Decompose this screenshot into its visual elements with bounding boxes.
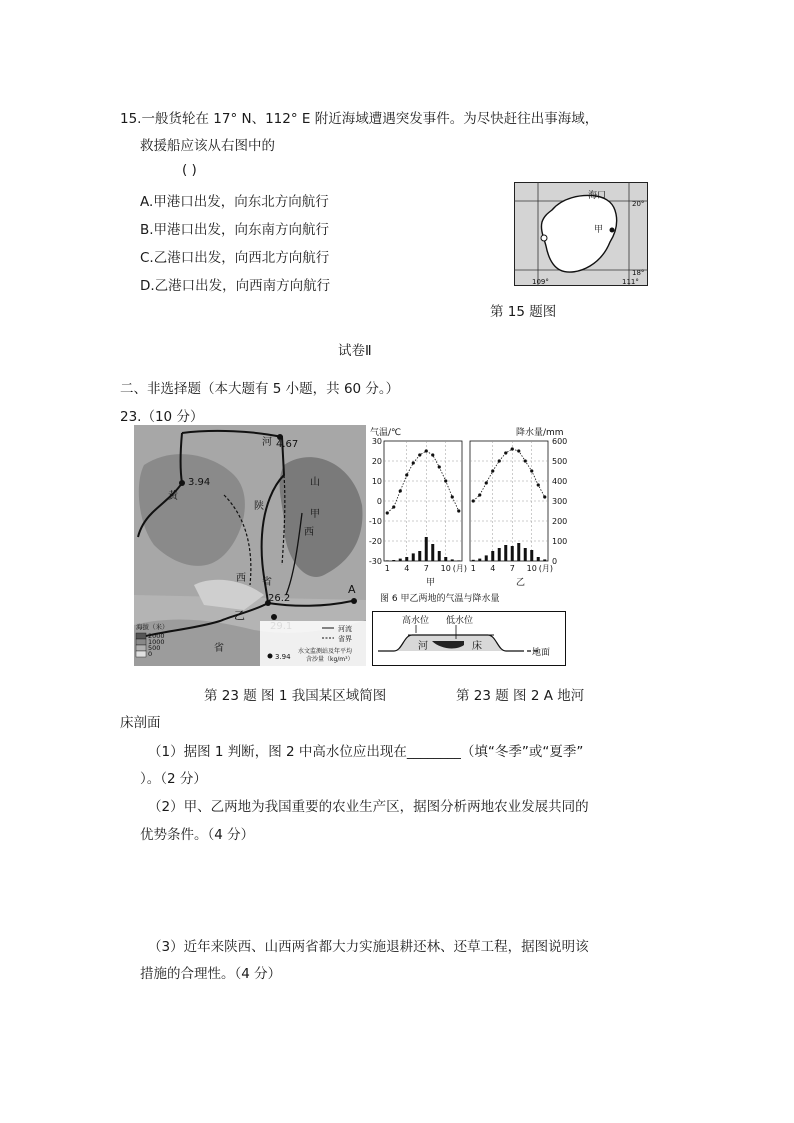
month-tick-label: 1 [470, 564, 476, 573]
month-tick-label: 4 [404, 564, 410, 573]
xi-label-1: 西 [236, 573, 246, 584]
precip-tick-label: 300 [552, 497, 568, 506]
q23-figure2-caption-cont: 床剖面 [120, 715, 161, 731]
q23-figure1-caption: 第 23 题 图 1 我国某区域简图 [204, 688, 387, 704]
jia-port-label: 甲 [594, 225, 604, 235]
month-tick-label: 4 [490, 564, 496, 573]
precip-bar [485, 555, 488, 561]
precip-bar [386, 560, 389, 561]
precip-bar [457, 560, 460, 561]
station-value-1: 3.94 [188, 477, 211, 488]
temperature-point [472, 499, 475, 502]
precip-bar [399, 559, 402, 561]
temperature-point [425, 449, 428, 452]
precip-bar [478, 559, 481, 561]
temperature-point [504, 451, 507, 454]
profile-he-label: 河 [418, 641, 428, 652]
q23-climate-charts [366, 425, 584, 610]
q23-figure2-caption: 第 23 题 图 2 A 地河 [456, 688, 585, 704]
climate-caption: 图 6 甲乙两地的气温与降水量 [380, 594, 500, 604]
temperature-point [418, 453, 421, 456]
q23-riverbed-profile [372, 611, 566, 666]
precip-bar [392, 560, 395, 561]
lon-111-label: 111° [622, 278, 639, 286]
temperature-point [524, 459, 527, 462]
month-tick-label: 1 [384, 564, 390, 573]
legend-elev-2000: 2000 [148, 632, 165, 640]
haikou-label: 海口 [588, 191, 607, 201]
precip-bar [491, 551, 494, 561]
precip-bar [451, 559, 454, 561]
temperature-point [444, 479, 447, 482]
temperature-point [478, 493, 481, 496]
y-left-title: 气温/℃ [370, 428, 402, 438]
q15-figure-caption: 第 15 题图 [490, 304, 557, 320]
temperature-line [387, 451, 459, 513]
y-right-title: 降水量/mm [516, 428, 564, 438]
legend-station-value: 3.94 [275, 653, 291, 661]
temp-tick-label: 10 [371, 477, 382, 486]
legend-elev-0: 0 [148, 650, 153, 658]
precip-bar [412, 553, 415, 561]
temperature-point [438, 465, 441, 468]
month-tick-label: 7 [509, 564, 515, 573]
month-unit-label: (月) [538, 564, 553, 573]
temperature-point [530, 469, 533, 472]
q15-answer-bracket: ( ) [182, 162, 197, 178]
precip-bar [530, 550, 533, 561]
precip-bar [425, 537, 428, 561]
section-heading: 二、非选择题（本大题有 5 小题，共 60 分。） [120, 381, 400, 397]
q23-sub3-line1: （3）近年来陕西、山西两省都大力实施退耕还林、还草工程，据图说明该 [148, 939, 589, 955]
q23-sub3-line2: 措施的合理性。（4 分） [140, 966, 282, 982]
panel-frame [384, 441, 462, 561]
temperature-point [491, 469, 494, 472]
q15-option-b: B.甲港口出发，向东南方向航行 [140, 222, 330, 238]
temperature-point [392, 505, 395, 508]
precip-bar [511, 546, 514, 561]
q15-stem-line1: 15.一般货轮在 17° N、112° E 附近海域遭遇突发事件。为尽快赶往出事海域， [120, 111, 599, 127]
low-water-label: 低水位 [446, 616, 474, 626]
temperature-point [405, 473, 408, 476]
temp-tick-label: -10 [368, 517, 382, 526]
precip-tick-label: 500 [552, 457, 568, 466]
temperature-point [457, 509, 460, 512]
q15-option-c: C.乙港口出发，向西北方向航行 [140, 250, 330, 266]
temp-tick-label: -30 [368, 557, 382, 566]
precip-tick-label: 400 [552, 477, 568, 486]
point-a-label: A [348, 583, 356, 596]
temperature-point [511, 447, 514, 450]
temp-tick-label: 30 [371, 437, 382, 446]
legend-border: 省界 [338, 635, 352, 643]
temperature-point [399, 489, 402, 492]
month-tick-label: 7 [423, 564, 429, 573]
precip-bar [405, 557, 408, 561]
xi-label-2: 西 [304, 527, 314, 538]
q15-option-d: D.乙港口出发，向西南方向航行 [140, 278, 331, 294]
temperature-point [498, 459, 501, 462]
temp-tick-label: 20 [371, 457, 382, 466]
q15-hainan-map [514, 182, 648, 286]
temp-tick-label: -20 [368, 537, 382, 546]
precip-tick-label: 0 [552, 557, 558, 566]
shaan-label: 陕 [254, 501, 264, 512]
panel-yi-label: 乙 [516, 578, 526, 588]
precip-bar [431, 544, 434, 561]
paper-part-title: 试卷Ⅱ [338, 343, 372, 359]
temperature-point [451, 495, 454, 498]
temperature-point [485, 481, 488, 484]
station-value-2: 4.67 [276, 439, 299, 450]
precip-bar [498, 548, 501, 561]
q23-sub1-line1: （1）据图 1 判断，图 2 中高水位应出现在________（填“冬季”或“夏季” [148, 744, 584, 760]
q23-sub2-line2: 优势条件。（4 分） [140, 827, 255, 843]
legend-elev-500: 500 [148, 644, 161, 652]
q15-option-a: A.甲港口出发，向东北方向航行 [140, 194, 329, 210]
temperature-line [473, 449, 545, 501]
precip-bar [472, 560, 475, 561]
sheng-label-2: 省 [214, 643, 224, 654]
temperature-point [537, 483, 540, 486]
legend-elev-1000: 1000 [148, 638, 165, 646]
panel-jia-label: 甲 [426, 578, 436, 588]
precip-bar [543, 559, 546, 561]
q23-sub1-line2: ）。（2 分） [140, 771, 207, 787]
temperature-point [517, 449, 520, 452]
lat-20-label: 20° [632, 200, 645, 208]
temperature-point [386, 511, 389, 514]
legend-station-desc1: 水文监测站及年平均 [298, 648, 353, 655]
q23-sub2-line1: （2）甲、乙两地为我国重要的农业生产区，据图分析两地农业发展共同的 [148, 799, 589, 815]
jia-label: 甲 [310, 509, 320, 520]
legend-station-desc2: 含沙量（kg/m³） [306, 656, 354, 663]
high-water-label: 高水位 [402, 616, 430, 626]
temperature-point [431, 453, 434, 456]
month-tick-label: 10 [526, 564, 537, 573]
precip-bar [517, 543, 520, 561]
ground-label: 地面 [532, 648, 551, 658]
temperature-point [412, 461, 415, 464]
precip-bar [438, 551, 441, 561]
month-tick-label: 10 [440, 564, 451, 573]
precip-bar [444, 557, 447, 561]
profile-chuang-label: 床 [472, 641, 482, 652]
precip-tick-label: 600 [552, 437, 568, 446]
legend-title: 海拔（米） [136, 623, 169, 631]
station-value-3: 26.2 [268, 593, 291, 604]
month-unit-label: (月) [452, 564, 467, 573]
precip-bar [504, 545, 507, 561]
huang-label: 黄 [168, 491, 178, 502]
river-name-label: 河 [262, 437, 272, 448]
sheng-label-1: 省 [262, 577, 272, 588]
q15-stem-line2: 救援船应该从右图中的 [140, 138, 275, 154]
shan-label: 山 [310, 477, 320, 488]
temperature-point [543, 495, 546, 498]
lat-18-label: 18° [632, 269, 645, 277]
precip-bar [524, 548, 527, 561]
q23-region-map [134, 425, 366, 666]
q23-number: 23.（10 分） [120, 409, 204, 425]
precip-tick-label: 100 [552, 537, 568, 546]
yi-label: 乙 [234, 609, 245, 622]
precip-tick-label: 200 [552, 517, 568, 526]
legend-river: 河流 [338, 625, 352, 633]
precip-bar [537, 557, 540, 561]
panel-frame [470, 441, 548, 561]
precip-bar [418, 551, 421, 561]
lon-109-label: 109° [532, 278, 549, 286]
temp-tick-label: 0 [376, 497, 382, 506]
